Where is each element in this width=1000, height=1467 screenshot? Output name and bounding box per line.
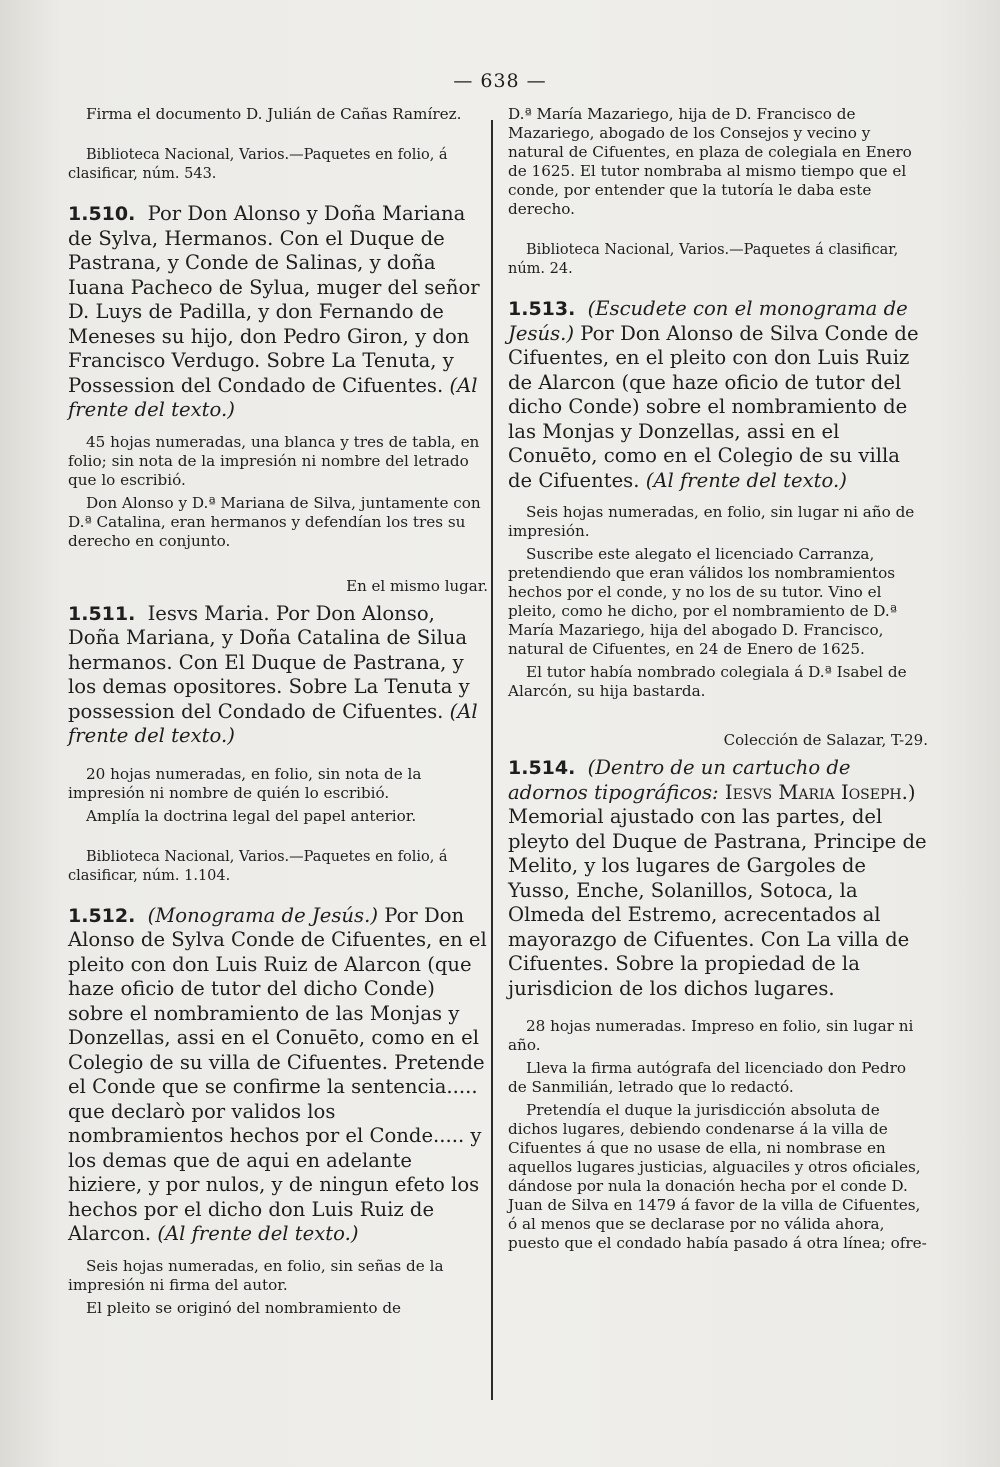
entry-title: Por Don Alonso de Sylva Conde de Cifuentes, en el pleito con don Luis Ruiz de Alarcon (que haze oficio de tutor del dicho Conde) sobre el nombramiento de las Monjas y Donzellas, assi en el Conuēto, como en el Colegio de su villa de Cifuentes. Pretende el Conde que se confirme la sentencia..... que declarò por validos los nombramientos hechos por el Conde..... y los demas que de aqui en adelante hiziere, y por nulos, y de ningun efeto los hechos por el dicho don Luis Ruiz de Alarcon.: [68, 903, 487, 1245]
entry-1510: [68, 202, 488, 423]
entry-1511: [68, 602, 488, 749]
entry-small-caps: Iesvs Maria Ioseph.): [724, 780, 916, 804]
description: 28 hojas numeradas. Impreso en folio, sin lugar ni año.: [508, 1017, 914, 1054]
description: Don Alonso y D.ª Mariana de Silva, juntamente con D.ª Catalina, eran hermanos y defendían los tres su derecho en conjunto.: [68, 493, 481, 550]
description: El tutor había nombrado colegiala á D.ª Isabel de Alarcón, su hija bastarda.: [508, 663, 907, 700]
section-location: Colección de Salazar, T-29.: [723, 731, 928, 749]
entry-note: (Al frente del texto.): [645, 468, 847, 492]
entry-title: Iesvs Maria. Por Don Alonso, Doña Mariana, y Doña Catalina de Silua hermanos. Con El Duque de Pastrana, y los demas opositores. Sobre La Tenuta y possession del Condado de Cifuentes.: [68, 601, 470, 723]
library-reference: Biblioteca Nacional, Varios.—Paquetes en folio, á clasificar, núm. 543.: [68, 147, 448, 182]
entry-1512: [68, 904, 488, 1247]
paragraph: Firma el documento D. Julián de Cañas Ramírez.: [86, 105, 462, 123]
entry-note: (Escudete con el monograma de Jesús.): [508, 297, 908, 345]
description: Lleva la firma autógrafa del licenciado don Pedro de Sanmilián, letrado que lo redactó.: [508, 1059, 907, 1096]
entry-1514: [508, 756, 928, 1001]
library-reference: Biblioteca Nacional, Varios.—Paquetes á clasificar, núm. 24.: [508, 242, 899, 277]
entry-title: Por Don Alonso y Doña Mariana de Sylva, Hermanos. Con el Duque de Pastrana, y Conde de Salinas, y doña Iuana Pacheco de Sylua, muger del señor D. Luys de Padilla, y don Fernando de Meneses su hijo, don Pedro Giron, y don Francisco Verdugo. Sobre La Tenuta, y Possession del Condado de Cifuentes.: [68, 202, 480, 397]
entry-note: (Al frente del texto.): [157, 1222, 359, 1245]
description: Pretendía el duque la jurisdicción absoluta de dichos lugares, debiendo condenarse á la villa de Cifuentes á que no usase de ella, ni nombrase en aquellos lugares justicias, alguaciles y otros oficiales, dándose por nula la donación hecha por el conde D. Juan de Silva en 1479 á favor de la villa de Cifuentes, ó al menos que se declarase por no válida ahora, puesto que el condado había pasado á otra línea; ofre-: [508, 1101, 927, 1252]
entry-note: (Al frente del texto.): [68, 699, 478, 747]
entry-title: Por Don Alonso de Silva Conde de Cifuentes, en el pleito con don Luis Ruiz de Alarcon (que haze oficio de tutor del dicho Conde) sobre el nombramiento de las Monjas y Donzellas, assi en el Conuēto, como en el Colegio de su villa de Cifuentes.: [508, 321, 919, 492]
right-column: [508, 105, 928, 1253]
description: Seis hojas numeradas, en folio, sin señas de la impresión ni firma del autor.: [68, 1256, 444, 1294]
description: 20 hojas numeradas, en folio, sin nota de la impresión ni nombre de quién lo escribió.: [68, 764, 422, 802]
left-column: [68, 105, 488, 1318]
library-reference: Biblioteca Nacional, Varios.—Paquetes en folio, á clasificar, núm. 1.104.: [68, 848, 448, 884]
description: 45 hojas numeradas, una blanca y tres de tabla, en folio; sin nota de la impresión ni nombre del letrado que lo escribió.: [68, 432, 480, 489]
description: Seis hojas numeradas, en folio, sin lugar ni año de impresión.: [508, 503, 915, 540]
paragraph: D.ª María Mazariego, hija de D. Francisco de Mazariego, abogado de los Consejos y vecino y natural de Cifuentes, en plaza de colegiala en Enero de 1625. El tutor nombraba al mismo tiempo que el conde, por entender que la tutoría le daba este derecho.: [508, 105, 912, 218]
column-divider: [491, 120, 493, 1400]
entry-1513: [508, 297, 928, 493]
entry-number: 1.514.: [508, 757, 576, 779]
entry-note: (Monograma de Jesús.): [147, 903, 378, 927]
section-location: En el mismo lugar.: [346, 576, 488, 595]
entry-note: (Dentro de un cartucho de adornos tipográficos:: [508, 756, 851, 804]
entry-note: (Al frente del texto.): [68, 373, 478, 421]
entry-number: 1.512.: [68, 904, 136, 927]
entry-number: 1.510.: [68, 203, 136, 225]
page-number: — 638 —: [453, 70, 547, 92]
entry-number: 1.511.: [68, 602, 136, 625]
entry-number: 1.513.: [508, 298, 576, 320]
entry-title: Memorial ajustado con las partes, del pleyto del Duque de Pastrana, Principe de Melito, y los lugares de Gargoles de Yusso, Enche, Solanillos, Sotoca, la Olmeda del Estremo, acrecentados al mayorazgo de Cifuentes. Con La villa de Cifuentes. Sobre la propiedad de la jurisdicion de los dichos lugares.: [508, 805, 927, 1000]
description: Amplía la doctrina legal del papel anterior.: [86, 806, 417, 825]
description: Suscribe este alegato el licenciado Carranza, pretendiendo que eran válidos los nombramientos hechos por el conde, y no los de su tutor. Vino el pleito, como he dicho, por el nombramiento de D.ª María Mazariego, hija del abogado D. Francisco, natural de Cifuentes, en 24 de Enero de 1625.: [508, 545, 897, 658]
description: El pleito se originó del nombramiento de: [86, 1298, 402, 1317]
